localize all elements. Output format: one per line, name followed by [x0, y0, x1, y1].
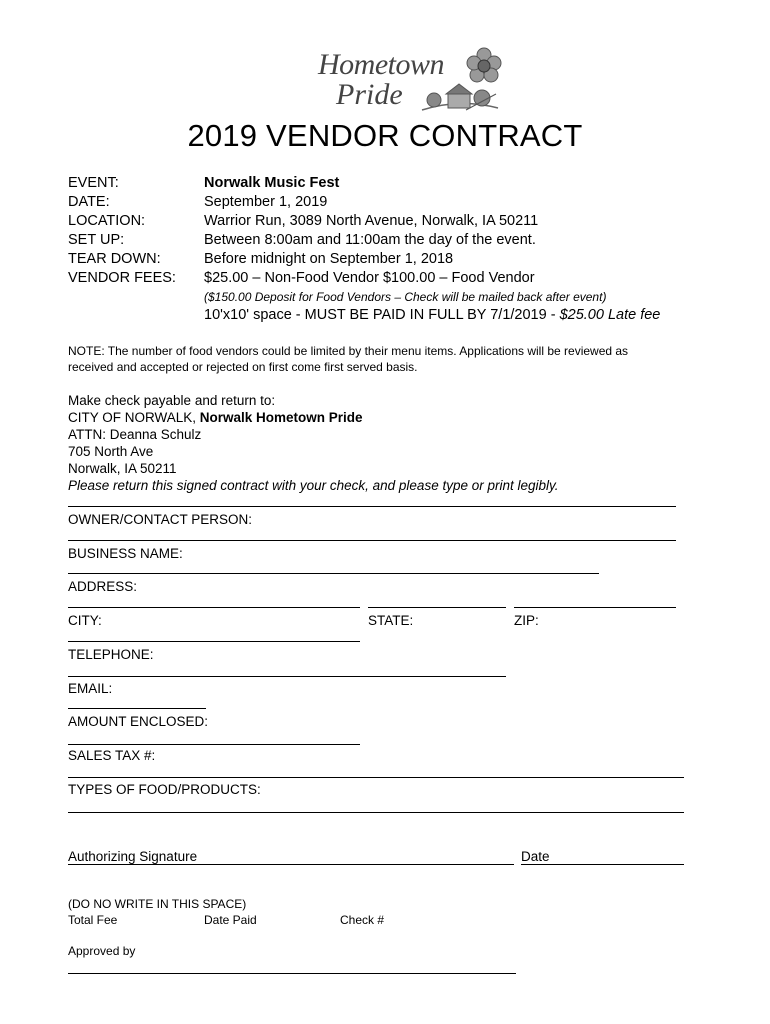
signature-label: Authorizing Signature: [68, 849, 198, 864]
types-line-2[interactable]: [68, 812, 684, 813]
teardown-label: TEAR DOWN:: [68, 251, 161, 267]
total-fee-label: Total Fee: [68, 913, 118, 927]
setup-value: Between 8:00am and 11:00am the day of the event.: [204, 232, 536, 248]
payable-heading: Make check payable and return to:: [68, 393, 276, 408]
logo-text-pride: Pride: [336, 78, 403, 111]
office-heading: (DO NO WRITE IN THIS SPACE): [68, 897, 247, 911]
check-number-label: Check #: [340, 913, 385, 927]
date-paid-label: Date Paid: [204, 913, 257, 927]
state-field-label: STATE:: [368, 613, 414, 628]
zip-field-label: ZIP:: [514, 613, 539, 628]
town-scene-icon: [420, 80, 500, 114]
note-line-1: NOTE: The number of food vendors could be limited by their menu items. Applications will be reviewed as: [68, 344, 629, 358]
amount-field-label: AMOUNT ENCLOSED:: [68, 714, 209, 729]
page-title: 2019 VENDOR CONTRACT: [187, 118, 583, 153]
sales-tax-line[interactable]: [68, 744, 360, 745]
business-line[interactable]: [68, 540, 676, 541]
payable-attn: ATTN: Deanna Schulz: [68, 427, 202, 442]
event-value: Norwalk Music Fest: [204, 175, 340, 191]
telephone-field-label: TELEPHONE:: [68, 647, 154, 662]
zip-line[interactable]: [514, 607, 676, 608]
vendor-fees-value: $25.00 – Non-Food Vendor $100.00 – Food Vendor: [204, 270, 535, 286]
address-line[interactable]: [68, 573, 599, 574]
return-note: Please return this signed contract with your check, and please type or print legibly.: [68, 478, 559, 493]
event-label: EVENT:: [68, 175, 119, 191]
deposit-note: ($150.00 Deposit for Food Vendors – Check will be mailed back after event): [204, 290, 607, 304]
city-field-label: CITY:: [68, 613, 102, 628]
amount-line[interactable]: [68, 708, 206, 709]
date-label: DATE:: [68, 194, 110, 210]
date-field-label: Date: [521, 849, 550, 864]
approved-by-label: Approved by: [68, 944, 136, 958]
payable-street: 705 North Ave: [68, 444, 154, 459]
owner-line[interactable]: [68, 506, 676, 507]
signature-line[interactable]: [68, 864, 514, 865]
date-value: September 1, 2019: [204, 194, 328, 210]
address-field-label: ADDRESS:: [68, 579, 138, 594]
setup-label: SET UP:: [68, 232, 125, 248]
space-note: 10'x10' space - MUST BE PAID IN FULL BY 7/1/2019 - $25.00 Late fee: [204, 307, 661, 323]
vendor-fees-label: VENDOR FEES:: [68, 270, 176, 286]
payable-citystate: Norwalk, IA 50211: [68, 461, 177, 476]
email-field-label: EMAIL:: [68, 681, 113, 696]
payable-city: CITY OF NORWALK, Norwalk Hometown Pride: [68, 410, 363, 425]
location-label: LOCATION:: [68, 213, 146, 229]
telephone-line[interactable]: [68, 641, 360, 642]
types-field-label: TYPES OF FOOD/PRODUCTS:: [68, 782, 261, 797]
approved-by-line[interactable]: [68, 973, 516, 974]
hometown-pride-logo: [300, 44, 510, 116]
date-line[interactable]: [521, 864, 684, 865]
email-line[interactable]: [68, 676, 506, 677]
business-field-label: BUSINESS NAME:: [68, 546, 183, 561]
note-line-2: received and accepted or rejected on first come first served basis.: [68, 360, 418, 374]
owner-field-label: OWNER/CONTACT PERSON:: [68, 512, 253, 527]
teardown-value: Before midnight on September 1, 2018: [204, 251, 454, 267]
location-value: Warrior Run, 3089 North Avenue, Norwalk, IA 50211: [204, 213, 539, 229]
sales-tax-field-label: SALES TAX #:: [68, 748, 156, 763]
city-line[interactable]: [68, 607, 360, 608]
types-line[interactable]: [68, 777, 684, 778]
logo-text-hometown: Hometown: [318, 48, 444, 81]
state-line[interactable]: [368, 607, 506, 608]
